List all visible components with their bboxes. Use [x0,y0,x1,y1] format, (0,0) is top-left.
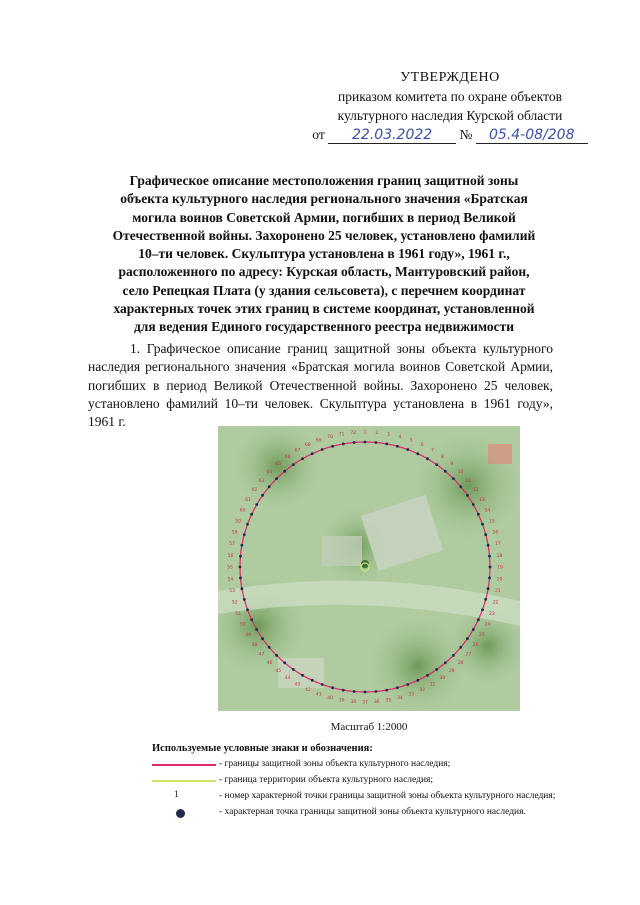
point-number-label: 22 [492,600,499,606]
boundary-point [255,628,258,631]
boundary-point [255,503,258,506]
point-number-label: 12 [472,488,479,494]
title-line: характерных точек этих границ в системе координат, установленной [113,301,535,317]
approval-block [300,68,600,144]
boundary-point [375,690,378,693]
point-number-label: 20 [496,577,503,583]
point-number-label: 45 [275,669,282,674]
boundary-point [268,646,271,649]
point-number-label: 56 [227,553,234,559]
point-number-label: 54 [227,577,234,583]
title-line: объекта культурного наследия регионального значения «Братская [120,191,528,207]
title-line: могила воинов Советской Армии, погибших в период Великой [132,209,516,225]
boundary-point [283,470,286,473]
point-number-label: 41 [315,692,322,698]
boundary-point [301,457,304,460]
title-line: Графическое описание местоположения границ защитной зоны [129,173,519,188]
boundary-point [452,477,455,480]
point-number-label: 34 [397,696,403,701]
boundary-point [353,690,356,693]
point-number-label: 1 [363,430,367,436]
boundary-point [243,598,246,601]
legend-item-zone-boundary [152,758,572,772]
boundary-point [435,668,438,671]
point-number-label: 19 [497,565,503,571]
approval-date: 22.03.2022 [328,128,456,144]
boundary-point [268,485,271,488]
boundary-point [239,566,242,569]
boundary-point [477,513,480,516]
point-number-label: 53 [229,589,235,594]
boundary-point [311,452,314,455]
point-number-label: 10 [457,470,464,476]
boundary-point [283,661,286,664]
boundary-point [477,618,480,621]
boundary-point [435,463,438,466]
point-number-label: 38 [350,700,357,706]
boundary-point [416,679,419,682]
boundary-point [246,608,249,611]
point-number-label: 26 [472,643,479,648]
boundary-point [426,457,429,460]
boundary-point [487,587,490,590]
point-number-label: 57 [229,542,235,548]
point-number-label: 66 [284,455,291,460]
boundary-point [489,566,492,569]
boundary-point [488,577,491,580]
boundary-point [459,646,462,649]
boundary-point [353,441,356,444]
point-number-label: 55 [227,565,233,571]
green-line-symbol [152,774,216,788]
boundary-point [416,452,419,455]
approval-heading: УТВЕРЖДЕНО [400,70,500,85]
boundary-point [487,544,490,547]
point-number-label: 60 [239,508,246,514]
red-line-symbol [152,758,216,772]
boundary-point [342,689,345,692]
point-number-label: 69 [315,438,322,444]
boundary-map [218,426,520,711]
boundary-point [406,448,409,451]
point-number-label: 11 [465,478,472,484]
dot-symbol [152,806,216,820]
boundary-point [466,637,469,640]
point-number-label: 67 [294,448,301,454]
boundary-point [444,661,447,664]
point-number-label: 46 [266,661,273,667]
point-number-label: 62 [251,488,258,494]
point-number-label: 68 [305,443,311,449]
boundary-point [364,441,367,444]
boundary-point [364,691,367,694]
point-number-label: 2 [375,431,379,437]
boundary-point [292,668,295,671]
point-number-label: 51 [235,611,241,617]
legend-item-point-number [152,790,572,804]
point-number-label: 65 [275,462,282,468]
point-number-label: 6 [420,443,424,449]
point-number-label: 63 [258,478,265,484]
point-number-label: 61 [245,498,251,504]
point-number-label: 15 [489,519,495,525]
boundary-point [466,494,469,497]
point-number-label: 59 [235,519,241,525]
point-number-label: 21 [495,589,501,594]
point-number-label: 3 [386,432,390,438]
boundary-point [452,654,455,657]
number-label: № [459,127,473,142]
boundary-point [444,470,447,473]
title-line: Отечественной войны. Захоронено 25 человек, установлено фамилий [112,227,536,243]
point-number-label: 35 [385,698,392,704]
point-number-label: 40 [327,696,333,701]
boundary-point [481,523,484,526]
boundary-point [311,679,314,682]
boundary-point [375,441,378,444]
point-number-label: 47 [258,652,265,658]
boundary-point [275,477,278,480]
boundary-point [250,513,253,516]
boundary-point [459,485,462,488]
section-paragraph: 1. Графическое описание границ защитной зоны объекта культурного наследия регионального значения «Братская могила воинов Советской Армии, погибших в период Великой Отечественной войны. Захоронено 25 человек, установлено фамилий 10–ти человек. Скульптура установлена в 1961 году», 1961 г. [88,341,553,430]
boundary-point [301,674,304,677]
boundary-point [321,683,324,686]
point-number-label: 42 [305,688,311,693]
legend-text: - граница территории объекта культурного наследия; [219,775,434,785]
boundary-point [385,443,388,446]
number-symbol: 1 [174,790,179,800]
point-number-label: 14 [484,508,491,514]
title-line: село Репецкая Плата (у здания сельсовета), с перечнем координат [122,282,526,298]
boundary-point [396,686,399,689]
point-number-label: 58 [231,530,238,536]
point-number-label: 36 [373,700,380,706]
boundary-point [396,445,399,448]
approval-number: 05.4-08/208 [476,128,588,144]
point-number-label: 7 [431,448,434,454]
point-number-label: 16 [492,530,499,536]
point-number-label: 72 [350,431,357,437]
legend-text: - характерная точка границы защитной зоны объекта культурного наследия. [219,807,526,817]
point-number-label: 31 [429,682,436,688]
boundary-point [406,683,409,686]
boundary-point [321,448,324,451]
point-number-label: 49 [245,633,251,639]
point-number-label: 70 [327,435,333,441]
point-number-label: 29 [448,669,455,674]
boundary-point [246,523,249,526]
point-number-label: 5 [409,438,413,444]
boundary-point [385,689,388,692]
boundary-point [331,445,334,448]
point-number-label: 32 [419,688,425,693]
boundary-point [243,533,246,536]
point-number-label: 33 [408,692,415,698]
boundary-point [472,628,475,631]
document-title [88,172,560,337]
approval-line-1: приказом комитета по охране объектов [338,89,562,104]
boundary-point [275,654,278,657]
legend-item-point [152,806,572,820]
boundary-point [241,544,244,547]
point-number-label: 44 [284,676,291,682]
boundary-point [342,443,345,446]
point-number-label: 17 [495,542,501,548]
boundary-point [472,503,475,506]
boundary-point [488,555,491,558]
boundary-point [261,637,264,640]
approval-date-row [300,125,600,144]
point-number-label: 4 [398,435,402,441]
point-number-label: 28 [457,661,464,667]
boundary-point [250,618,253,621]
point-number-label: 13 [479,498,485,504]
point-number-label: 27 [465,652,472,658]
point-number-label: 64 [266,470,273,476]
point-number-label: 71 [338,432,345,438]
title-line: для ведения Единого государственного реестра недвижимости [133,319,515,335]
boundary-point [241,587,244,590]
boundary-point [484,598,487,601]
point-number-label: 43 [294,682,301,688]
point-number-label: 18 [496,553,503,559]
legend-text: - границы защитной зоны объекта культурного наследия; [219,759,451,769]
point-number-label: 39 [338,698,345,704]
point-number-label: 8 [440,455,444,460]
point-number-label: 52 [231,600,238,606]
boundary-point [484,533,487,536]
title-line: расположенного по адресу: Курская область, Мантуровский район, [118,264,530,280]
approval-line-2: культурного наследия Курской области [337,108,563,123]
boundary-point [481,608,484,611]
point-number-label: 50 [239,622,246,628]
boundary-point [239,577,242,580]
legend-item-territory-boundary [152,774,572,788]
scale-label: Масштаб 1:2000 [330,721,408,733]
legend-text: - номер характерной точки границы защитной зоны объекта культурного наследия; [219,791,556,801]
point-number-label: 37 [362,700,368,706]
from-label: от [312,127,325,142]
boundary-point [331,686,334,689]
title-line: 10–ти человек. Скульптура установлена в 1961 году», 1961 г., [138,246,510,262]
point-number-label: 48 [251,643,258,648]
boundary-point [292,463,295,466]
point-number-label: 24 [484,622,491,628]
boundary-point [261,494,264,497]
boundary-point [426,674,429,677]
point-number-label: 30 [439,676,446,682]
point-number-label: 9 [450,462,454,468]
legend-title: Используемые условные знаки и обозначения: [152,743,373,754]
point-number-label: 23 [489,611,495,617]
boundary-point [239,555,242,558]
point-number-label: 25 [479,633,485,639]
